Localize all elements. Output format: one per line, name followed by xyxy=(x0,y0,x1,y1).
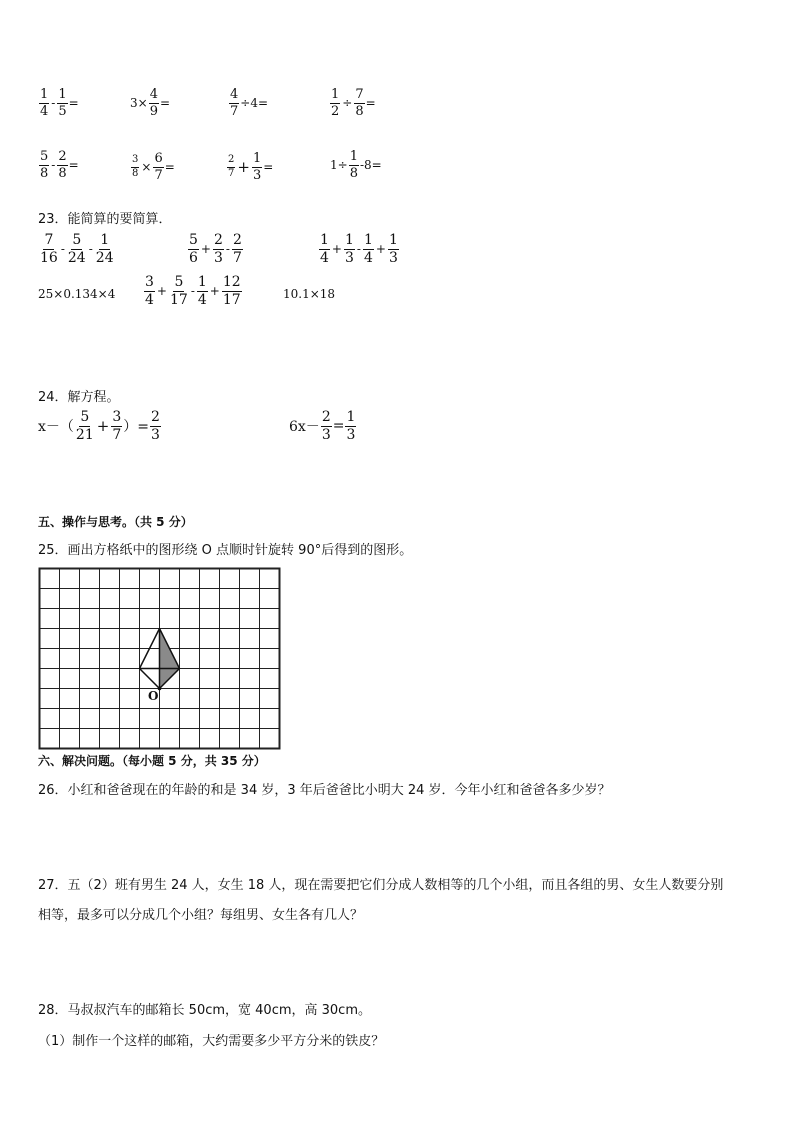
operator: + xyxy=(375,242,386,257)
numerator: 7 xyxy=(44,232,54,248)
q27-line-1: 27．五（2）班有男生 24 人，女生 18 人，现在需要把它们分成人数相等的几个小组，而且各组的男、女生人数要分别 xyxy=(38,878,724,893)
equals: ）= xyxy=(123,419,149,436)
calc-r1-2 xyxy=(130,88,170,118)
denominator: 3 xyxy=(150,426,160,443)
denominator: 4 xyxy=(320,249,329,266)
section-5-title: 五、操作与思考。（共 5 分） xyxy=(38,515,193,529)
denominator: 17 xyxy=(222,291,241,308)
q26-text: 26．小红和爸爸现在的年龄的和是 34 岁，3 年后爸爸比小明大 24 岁．今年小红和爸爸各多少岁？ xyxy=(38,783,611,798)
equals: = xyxy=(332,418,345,435)
numerator: 1 xyxy=(100,232,110,248)
point-o-label: O xyxy=(148,689,159,703)
denominator: 7 xyxy=(232,249,242,266)
numerator: 2 xyxy=(232,232,242,248)
denominator: 7 xyxy=(230,103,239,119)
numerator: 5 xyxy=(189,232,198,248)
numerator: 1 xyxy=(388,232,398,248)
numerator: 2 xyxy=(150,409,160,425)
q23-expr-5 xyxy=(143,275,243,307)
calc-r2-2 xyxy=(130,152,175,182)
q23-expr-4: 25×0.134×4 xyxy=(38,287,116,301)
operator: + xyxy=(96,417,110,436)
numerator: 4 xyxy=(230,87,239,102)
denominator: 3 xyxy=(344,249,354,266)
operator: - xyxy=(51,96,56,111)
q23-expr-1 xyxy=(38,233,116,265)
operator: + xyxy=(200,242,211,257)
prefix: 6x－ xyxy=(289,419,320,436)
q27-line-2: 相等，最多可以分成几个小组？每组男、女生各有几人？ xyxy=(38,908,364,923)
q24-title: 24．解方程。 xyxy=(38,390,120,405)
equals: = xyxy=(263,160,274,175)
numerator: 1 xyxy=(363,232,373,248)
q28-text: 28．马叔叔汽车的邮箱长 50cm，宽 40cm，高 30cm。 xyxy=(38,1003,371,1018)
denominator: 8 xyxy=(349,165,358,181)
denominator: 4 xyxy=(145,291,154,308)
numerator: 12 xyxy=(222,274,241,290)
numerator: 1 xyxy=(349,149,358,164)
calc-r1-1 xyxy=(38,88,79,118)
denominator: 5 xyxy=(58,103,67,119)
numerator: 1 xyxy=(344,232,354,248)
numerator: 1 xyxy=(320,232,329,248)
denominator: 2 xyxy=(331,103,340,119)
denominator: 9 xyxy=(149,103,158,119)
numerator: 3 xyxy=(145,274,154,290)
q25-text: 25．画出方格纸中的图形绕 O 点顺时针旋转 90°后得到的图形。 xyxy=(38,543,413,558)
calc-r2-1 xyxy=(38,150,79,180)
operator: - xyxy=(88,242,93,257)
operator: + xyxy=(209,284,220,299)
operator: - xyxy=(356,242,361,257)
operator: + xyxy=(156,284,167,299)
numerator: 1 xyxy=(197,274,207,290)
denominator: 3 xyxy=(213,249,223,266)
numerator: 3 xyxy=(131,155,139,168)
operator: - xyxy=(190,284,195,299)
calc-r2-3 xyxy=(226,152,273,182)
operator: - xyxy=(225,242,230,257)
numerator: 5 xyxy=(40,149,49,164)
calc-r1-4 xyxy=(329,88,376,118)
denominator: 3 xyxy=(321,426,331,443)
q23-title: 23．能简算的要简算． xyxy=(38,212,172,227)
denominator: 16 xyxy=(40,249,58,266)
denominator: 8 xyxy=(132,167,139,179)
numerator: 7 xyxy=(355,87,364,102)
prefix: 1÷ xyxy=(330,158,348,173)
q24-equation-1 xyxy=(38,410,162,442)
equals: = xyxy=(159,96,171,111)
operator: + xyxy=(237,158,250,177)
equals: = xyxy=(68,158,79,173)
equals: = xyxy=(68,96,79,111)
operator: + xyxy=(331,242,342,257)
q28-sub-1: （1）制作一个这样的邮箱，大约需要多少平方分米的铁皮？ xyxy=(38,1034,385,1049)
denominator: 8 xyxy=(40,165,49,181)
numerator: 1 xyxy=(40,87,49,102)
numerator: 6 xyxy=(154,151,163,166)
numerator: 2 xyxy=(321,409,331,425)
grid-paper xyxy=(38,567,282,751)
operator: ÷ xyxy=(342,96,353,111)
numerator: 3 xyxy=(112,409,122,425)
numerator: 2 xyxy=(213,232,223,248)
denominator: 17 xyxy=(169,291,188,308)
q24-equation-2 xyxy=(289,410,357,442)
denominator: 3 xyxy=(252,167,262,183)
numerator: 2 xyxy=(227,155,235,168)
q23-expr-2 xyxy=(187,233,244,265)
calc-r2-4 xyxy=(330,150,382,180)
calc-r1-3 xyxy=(228,88,268,118)
denominator: 6 xyxy=(189,249,198,266)
denominator: 7 xyxy=(112,426,122,443)
denominator: 24 xyxy=(67,249,86,266)
numerator: 1 xyxy=(252,151,262,166)
numerator: 1 xyxy=(58,87,67,102)
numerator: 4 xyxy=(149,87,158,102)
q23-expr-3 xyxy=(318,233,400,265)
operator: - xyxy=(60,242,65,257)
equals: ÷4= xyxy=(240,96,269,111)
operator: - xyxy=(51,158,56,173)
operator: × xyxy=(141,160,152,175)
denominator: 24 xyxy=(95,249,114,266)
denominator: 4 xyxy=(363,249,373,266)
denominator: 21 xyxy=(75,426,94,443)
numerator: 1 xyxy=(331,87,340,102)
section-6-title: 六、解决问题。（每小题 5 分，共 35 分） xyxy=(38,754,266,768)
numerator: 1 xyxy=(346,409,356,425)
prefix: x－（ xyxy=(38,419,74,436)
numerator: 2 xyxy=(58,149,67,164)
denominator: 3 xyxy=(388,249,398,266)
denominator: 7 xyxy=(154,167,163,183)
numerator: 5 xyxy=(80,409,90,425)
numerator: 5 xyxy=(174,274,184,290)
denominator: 4 xyxy=(40,103,49,119)
prefix: 3× xyxy=(130,96,148,111)
numerator: 5 xyxy=(72,232,82,248)
equals: = xyxy=(365,96,376,111)
q23-expr-6: 10.1×18 xyxy=(283,287,336,301)
equals: -8= xyxy=(359,158,382,173)
denominator: 8 xyxy=(58,165,67,181)
equals: = xyxy=(164,160,175,175)
denominator: 7 xyxy=(228,167,235,179)
denominator: 4 xyxy=(197,291,207,308)
denominator: 3 xyxy=(346,426,356,443)
denominator: 8 xyxy=(355,103,364,119)
